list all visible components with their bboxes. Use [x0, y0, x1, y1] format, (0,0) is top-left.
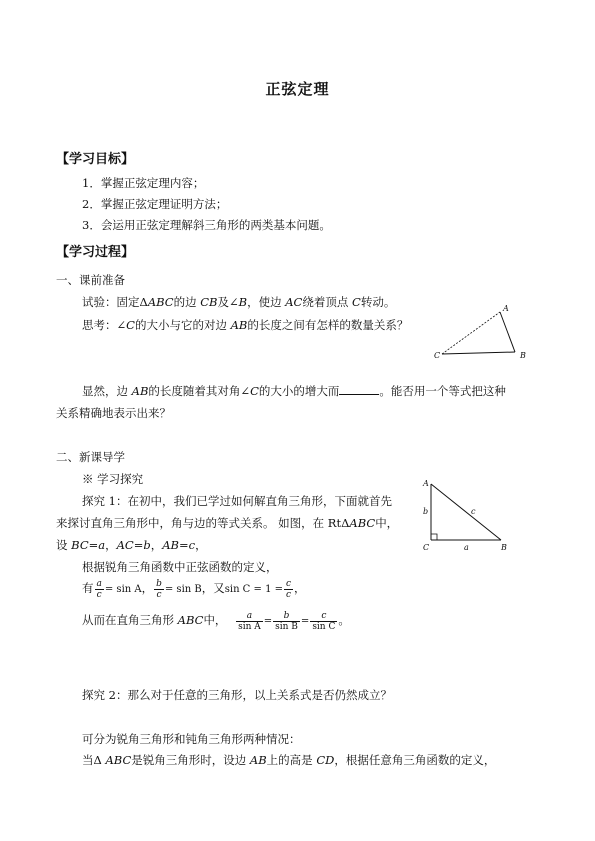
right-angle-mark [431, 534, 437, 540]
vertex-label-c: C [423, 543, 430, 552]
side-label-a: a [464, 543, 469, 552]
vertex-label-c: C [434, 351, 441, 360]
side-label-b: b [423, 507, 429, 516]
fraction-b-over-sinb: $\frac{b}{\text{sin B}}$ [275, 610, 298, 632]
obvious-text: 显然，边 AB的长度随着其对角∠C的大小的增大而 。能否用一个等式把这种 [82, 384, 506, 398]
objective-item: 3．会运用正弦定理解斜三角形的两类基本问题。 [82, 218, 331, 232]
section-heading: 一、课前准备 [56, 273, 125, 287]
right-triangle-figure [415, 474, 515, 554]
side-ca [442, 312, 500, 354]
equation-1: 有 $\frac{a}{c}$ = sin A， $\frac{b}{c}$ = sin B，又sin C = 1 = $\frac{c}{c}$ ， [82, 578, 306, 600]
objective-item: 2．掌握正弦定理证明方法； [82, 197, 228, 211]
triangle-figure-rotating [430, 300, 535, 362]
process-heading: 【学习过程】 [56, 245, 135, 260]
explore1-vars: 设 BC=a，AC=b，AB=c， [56, 538, 207, 552]
fraction-c-over-sinc: $\frac{c}{\text{sin C}}$ [312, 610, 336, 632]
explore1-text: 探究 1：在初中，我们已学过如何解直角三角形，下面就首先 [82, 494, 392, 508]
vertex-label-a: A [423, 479, 429, 488]
vertex-label-a: A [503, 304, 509, 313]
side-label-c: c [471, 507, 476, 516]
subsection-heading: ※ 学习探究 [82, 472, 144, 486]
objectives-heading: 【学习目标】 [56, 152, 135, 167]
cases-text: 可分为锐角三角形和钝角三角形两种情况： [82, 732, 301, 746]
side-cb [442, 352, 515, 354]
experiment-text: 试验：固定ΔABC的边 CB及∠B，使边 AC绕着顶点 C转动。 [82, 295, 396, 309]
definition-text: 根据锐角三角函数中正弦函数的定义， [82, 560, 278, 574]
explore2-text: 探究 2：那么对于任意的三角形，以上关系式是否仍然成立？ [82, 688, 392, 702]
obvious-text-cont: 关系精确地表示出来？ [56, 406, 171, 420]
think-text: 思考：∠C的大小与它的对边 AB的长度之间有怎样的数量关系？ [82, 318, 409, 332]
side-ab [500, 312, 515, 352]
side-ab [431, 484, 501, 540]
page-title: 正弦定理 [265, 80, 330, 98]
objective-item: 1．掌握正弦定理内容； [82, 176, 205, 190]
fraction-a-over-c: $\frac{a}{c}$ [96, 578, 102, 600]
vertex-label-b: B [520, 351, 526, 360]
equation-2: 从而在直角三角形 ABC中， $\frac{a}{\text{sin A}}$ = $\frac{b}{\text{sin B}}$ = $\frac{c}{\text{sin C}}$ 。 [82, 610, 350, 632]
fraction-a-over-sina: $\frac{a}{\text{sin A}}$ [238, 610, 261, 632]
fraction-b-over-c: $\frac{b}{c}$ [156, 578, 162, 600]
acute-case-text: 当Δ ABC是锐角三角形时，设边 AB上的高是 CD，根据任意角三角函数的定义， [82, 753, 496, 767]
section-heading: 二、新课导学 [56, 450, 125, 464]
explore1-text-cont: 来探讨直角三角形中，角与边的等式关系。 如图，在 RtΔABC中， [56, 516, 399, 530]
fill-in-blank[interactable] [339, 383, 379, 395]
vertex-label-b: B [501, 543, 507, 552]
fraction-c-over-c: $\frac{c}{c}$ [286, 578, 292, 600]
